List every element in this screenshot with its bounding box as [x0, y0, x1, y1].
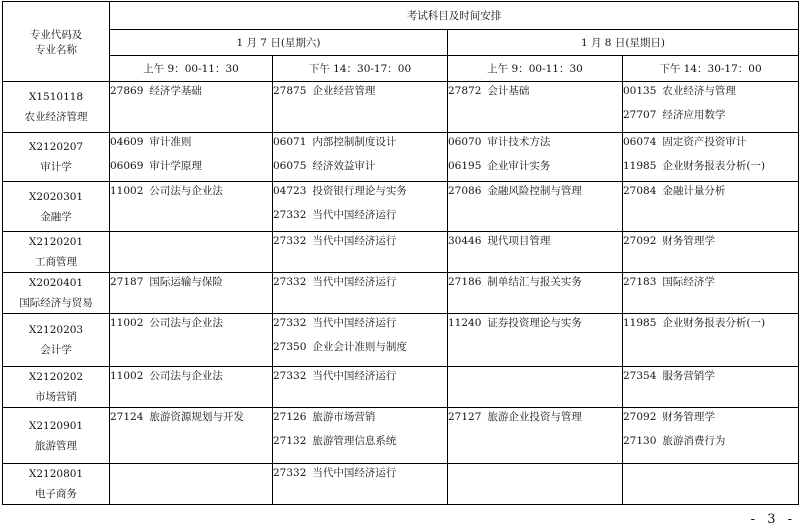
subject-code: 11002 — [110, 185, 144, 197]
exam-cell-sun-am — [448, 133, 623, 182]
subject-code: 06075 — [273, 160, 307, 172]
subject-entry — [448, 82, 622, 106]
subject-name: 企业经营管理 — [312, 85, 376, 97]
exam-cell-sat-pm — [273, 464, 448, 505]
subject-entry — [110, 367, 272, 391]
major-header-line-1: 专业代码及 — [29, 28, 83, 41]
exam-cell-sat-am — [110, 82, 273, 133]
major-cell — [3, 182, 110, 232]
subject-name: 旅游管理信息系统 — [312, 435, 397, 447]
subject-code: 06195 — [448, 160, 482, 172]
subject-name: 固定资产投资审计 — [662, 136, 747, 148]
major-cell — [3, 464, 110, 505]
subject-entry — [273, 367, 447, 391]
subject-entry — [110, 408, 272, 432]
exam-cell-sun-pm — [623, 273, 799, 314]
table-row — [3, 182, 799, 232]
major-code: X2120901 — [28, 419, 84, 432]
exam-cell-sun-am — [448, 273, 623, 314]
exam-schedule-table — [2, 1, 799, 505]
subject-code: 30446 — [448, 235, 482, 247]
major-header-line-2: 专业名称 — [35, 43, 77, 56]
subject-code: 27183 — [623, 276, 657, 288]
major-name: 电子商务 — [35, 488, 77, 500]
major-name: 旅游管理 — [35, 439, 77, 452]
subject-entry — [273, 273, 447, 297]
day-header-jan7: 1 月 7 日(星期六) — [110, 30, 448, 56]
major-column-header — [3, 2, 110, 82]
subject-entry — [623, 157, 798, 181]
subject-name: 国际经济学 — [662, 276, 715, 288]
subject-name: 旅游消费行为 — [662, 435, 726, 447]
subject-entry — [623, 408, 798, 432]
exam-cell-sun-am — [448, 232, 623, 273]
subject-code: 11002 — [110, 317, 144, 329]
subject-name: 制单结汇与报关实务 — [487, 276, 582, 288]
exam-cell-sat-pm — [273, 314, 448, 367]
subject-entry — [110, 157, 272, 181]
major-cell — [3, 273, 110, 314]
subject-name: 服务营销学 — [662, 370, 715, 382]
subject-code: 27124 — [110, 411, 144, 423]
subject-name: 经济效益审计 — [312, 160, 376, 172]
exam-cell-sat-am — [110, 314, 273, 367]
major-cell — [3, 133, 110, 182]
subject-entry — [448, 157, 622, 181]
exam-cell-sat-am — [110, 367, 273, 408]
exam-cell-sat-pm — [273, 182, 448, 232]
exam-cell-sat-am — [110, 232, 273, 273]
major-code: X2120207 — [28, 141, 84, 153]
major-name: 金融学 — [40, 210, 72, 223]
table-row — [3, 464, 799, 505]
exam-cell-sun-pm — [623, 464, 799, 505]
subject-code: 06071 — [273, 136, 307, 148]
subject-entry — [273, 82, 447, 106]
table-row — [3, 273, 799, 314]
exam-cell-sun-pm — [623, 232, 799, 273]
exam-cell-sun-pm — [623, 182, 799, 232]
subject-name: 金融风险控制与管理 — [487, 185, 582, 197]
major-code: X2120203 — [28, 324, 84, 336]
subject-entry — [110, 82, 272, 106]
subject-entry — [623, 82, 798, 106]
exam-cell-sun-am — [448, 182, 623, 232]
subject-name: 金融计量分析 — [662, 185, 726, 197]
exam-cell-sat-pm — [273, 82, 448, 133]
day-header-jan8: 1 月 8 日(星期日) — [448, 30, 799, 56]
exam-cell-sat-pm — [273, 408, 448, 464]
major-name: 工商管理 — [35, 256, 77, 268]
subject-entry — [623, 314, 798, 338]
exam-cell-sun-pm — [623, 314, 799, 367]
subject-code: 27092 — [623, 235, 657, 247]
table-row — [3, 82, 799, 133]
subject-entry — [623, 232, 798, 256]
exam-cell-sun-am — [448, 464, 623, 505]
major-code: X2020301 — [28, 190, 84, 203]
subject-name: 企业财务报表分析(一) — [662, 160, 766, 172]
subject-name: 农业经济与管理 — [662, 85, 736, 97]
subject-name: 财务管理学 — [662, 235, 715, 247]
subject-code: 06070 — [448, 136, 482, 148]
subject-name: 审计技术方法 — [487, 136, 551, 148]
exam-cell-sun-pm — [623, 133, 799, 182]
subject-name: 财务管理学 — [662, 411, 715, 423]
subject-name: 证券投资理论与实务 — [487, 317, 582, 329]
subject-code: 27872 — [448, 85, 482, 97]
exam-cell-sat-am — [110, 273, 273, 314]
major-code: X1510118 — [28, 91, 84, 103]
subject-code: 27132 — [273, 435, 307, 447]
subject-entry — [448, 133, 622, 157]
subject-name: 公司法与企业法 — [149, 370, 223, 382]
subject-code: 11002 — [110, 370, 144, 382]
subject-name: 企业财务报表分析(一) — [662, 317, 766, 329]
subject-entry — [623, 432, 798, 456]
subject-entry — [448, 182, 622, 206]
subject-name: 国际运输与保险 — [149, 276, 223, 288]
subject-code: 00135 — [623, 85, 657, 97]
subject-entry — [448, 408, 622, 432]
exam-cell-sat-am — [110, 133, 273, 182]
exam-cell-sun-am — [448, 314, 623, 367]
table-row — [3, 314, 799, 367]
subject-code: 27186 — [448, 276, 482, 288]
subject-name: 当代中国经济运行 — [312, 370, 397, 382]
subject-entry — [273, 314, 447, 338]
subject-code: 27126 — [273, 411, 307, 423]
subject-name: 审计学原理 — [149, 160, 202, 172]
subject-code: 27084 — [623, 185, 657, 197]
exam-cell-sat-am — [110, 182, 273, 232]
subject-entry — [623, 182, 798, 206]
subject-entry — [273, 182, 447, 206]
subject-entry — [110, 133, 272, 157]
table-row — [3, 232, 799, 273]
subject-code: 27092 — [623, 411, 657, 423]
subject-entry — [273, 432, 447, 456]
major-cell — [3, 82, 110, 133]
major-name: 市场营销 — [35, 391, 77, 403]
subject-entry — [623, 106, 798, 130]
major-code: X2120201 — [28, 236, 84, 248]
subject-code: 27127 — [448, 411, 482, 423]
table-row — [3, 408, 799, 464]
major-code: X2120202 — [28, 371, 84, 383]
subject-name: 公司法与企业法 — [149, 317, 223, 329]
subject-code: 27354 — [623, 370, 657, 382]
subject-entry — [623, 273, 798, 297]
subject-code: 27332 — [273, 276, 307, 288]
major-name: 国际经济与贸易 — [19, 297, 93, 309]
subject-name: 审计准则 — [149, 136, 192, 148]
subject-entry — [448, 232, 622, 256]
exam-cell-sat-am — [110, 464, 273, 505]
subject-entry — [623, 367, 798, 391]
subject-code: 04609 — [110, 136, 144, 148]
subject-name: 企业审计实务 — [487, 160, 551, 172]
subject-name: 当代中国经济运行 — [312, 209, 397, 221]
schedule-body — [3, 82, 799, 505]
slot-header-sat-pm: 下午 14：30-17：00 — [273, 56, 448, 82]
subject-entry — [110, 314, 272, 338]
major-cell — [3, 314, 110, 367]
subject-entry — [273, 232, 447, 256]
subject-name: 经济学基础 — [149, 85, 202, 97]
major-cell — [3, 408, 110, 464]
subject-name: 旅游资源规划与开发 — [149, 411, 244, 423]
subject-name: 现代项目管理 — [487, 235, 551, 247]
subject-name: 当代中国经济运行 — [312, 235, 397, 247]
schedule-title: 考试科目及时间安排 — [110, 2, 799, 30]
table-row — [3, 367, 799, 408]
subject-name: 当代中国经济运行 — [312, 276, 397, 288]
table-row — [3, 133, 799, 182]
exam-cell-sat-pm — [273, 367, 448, 408]
subject-code: 27875 — [273, 85, 307, 97]
subject-code: 06074 — [623, 136, 657, 148]
subject-entry — [110, 182, 272, 206]
exam-cell-sun-pm — [623, 82, 799, 133]
slot-header-sun-am: 上午 9：00-11：30 — [448, 56, 623, 82]
subject-name: 当代中国经济运行 — [312, 467, 397, 479]
subject-code: 27332 — [273, 370, 307, 382]
subject-code: 27332 — [273, 235, 307, 247]
major-code: X2120801 — [28, 468, 84, 480]
major-cell — [3, 232, 110, 273]
subject-name: 当代中国经济运行 — [312, 317, 397, 329]
slot-header-sun-pm: 下午 14：30-17：00 — [623, 56, 799, 82]
exam-cell-sat-pm — [273, 273, 448, 314]
subject-entry — [448, 314, 622, 338]
subject-code: 04723 — [273, 185, 307, 197]
subject-code: 11985 — [623, 160, 657, 172]
subject-code: 27086 — [448, 185, 482, 197]
exam-cell-sat-pm — [273, 133, 448, 182]
exam-cell-sun-am — [448, 82, 623, 133]
page-number: - 3 - — [750, 512, 796, 527]
subject-code: 06069 — [110, 160, 144, 172]
subject-name: 旅游市场营销 — [312, 411, 376, 423]
subject-name: 公司法与企业法 — [149, 185, 223, 197]
exam-cell-sun-am — [448, 367, 623, 408]
subject-code: 27707 — [623, 109, 657, 121]
subject-code: 27332 — [273, 317, 307, 329]
subject-code: 27332 — [273, 209, 307, 221]
subject-code: 11985 — [623, 317, 657, 329]
subject-name: 投资银行理论与实务 — [312, 185, 407, 197]
exam-cell-sat-am — [110, 408, 273, 464]
subject-entry — [273, 338, 447, 362]
major-name: 农业经济管理 — [24, 111, 88, 123]
subject-code: 27187 — [110, 276, 144, 288]
subject-entry — [273, 133, 447, 157]
major-name: 审计学 — [40, 161, 72, 173]
subject-name: 会计基础 — [487, 85, 530, 97]
major-name: 会计学 — [40, 344, 72, 356]
subject-entry — [273, 157, 447, 181]
subject-entry — [110, 273, 272, 297]
exam-cell-sun-am — [448, 408, 623, 464]
subject-name: 经济应用数学 — [662, 109, 726, 121]
subject-code: 27350 — [273, 341, 307, 353]
exam-cell-sun-pm — [623, 367, 799, 408]
subject-code: 27332 — [273, 467, 307, 479]
subject-name: 内部控制制度设计 — [312, 136, 397, 148]
subject-code: 27130 — [623, 435, 657, 447]
subject-name: 企业会计准则与制度 — [312, 341, 407, 353]
subject-code: 11240 — [448, 317, 482, 329]
subject-entry — [448, 273, 622, 297]
subject-entry — [623, 133, 798, 157]
subject-entry — [273, 206, 447, 230]
subject-code: 27869 — [110, 85, 144, 97]
exam-cell-sat-pm — [273, 232, 448, 273]
exam-cell-sun-pm — [623, 408, 799, 464]
subject-name: 旅游企业投资与管理 — [487, 411, 582, 423]
major-cell — [3, 367, 110, 408]
subject-entry — [273, 408, 447, 432]
major-code: X2020401 — [28, 277, 84, 289]
slot-header-sat-am: 上午 9：00-11：30 — [110, 56, 273, 82]
subject-entry — [273, 464, 447, 488]
